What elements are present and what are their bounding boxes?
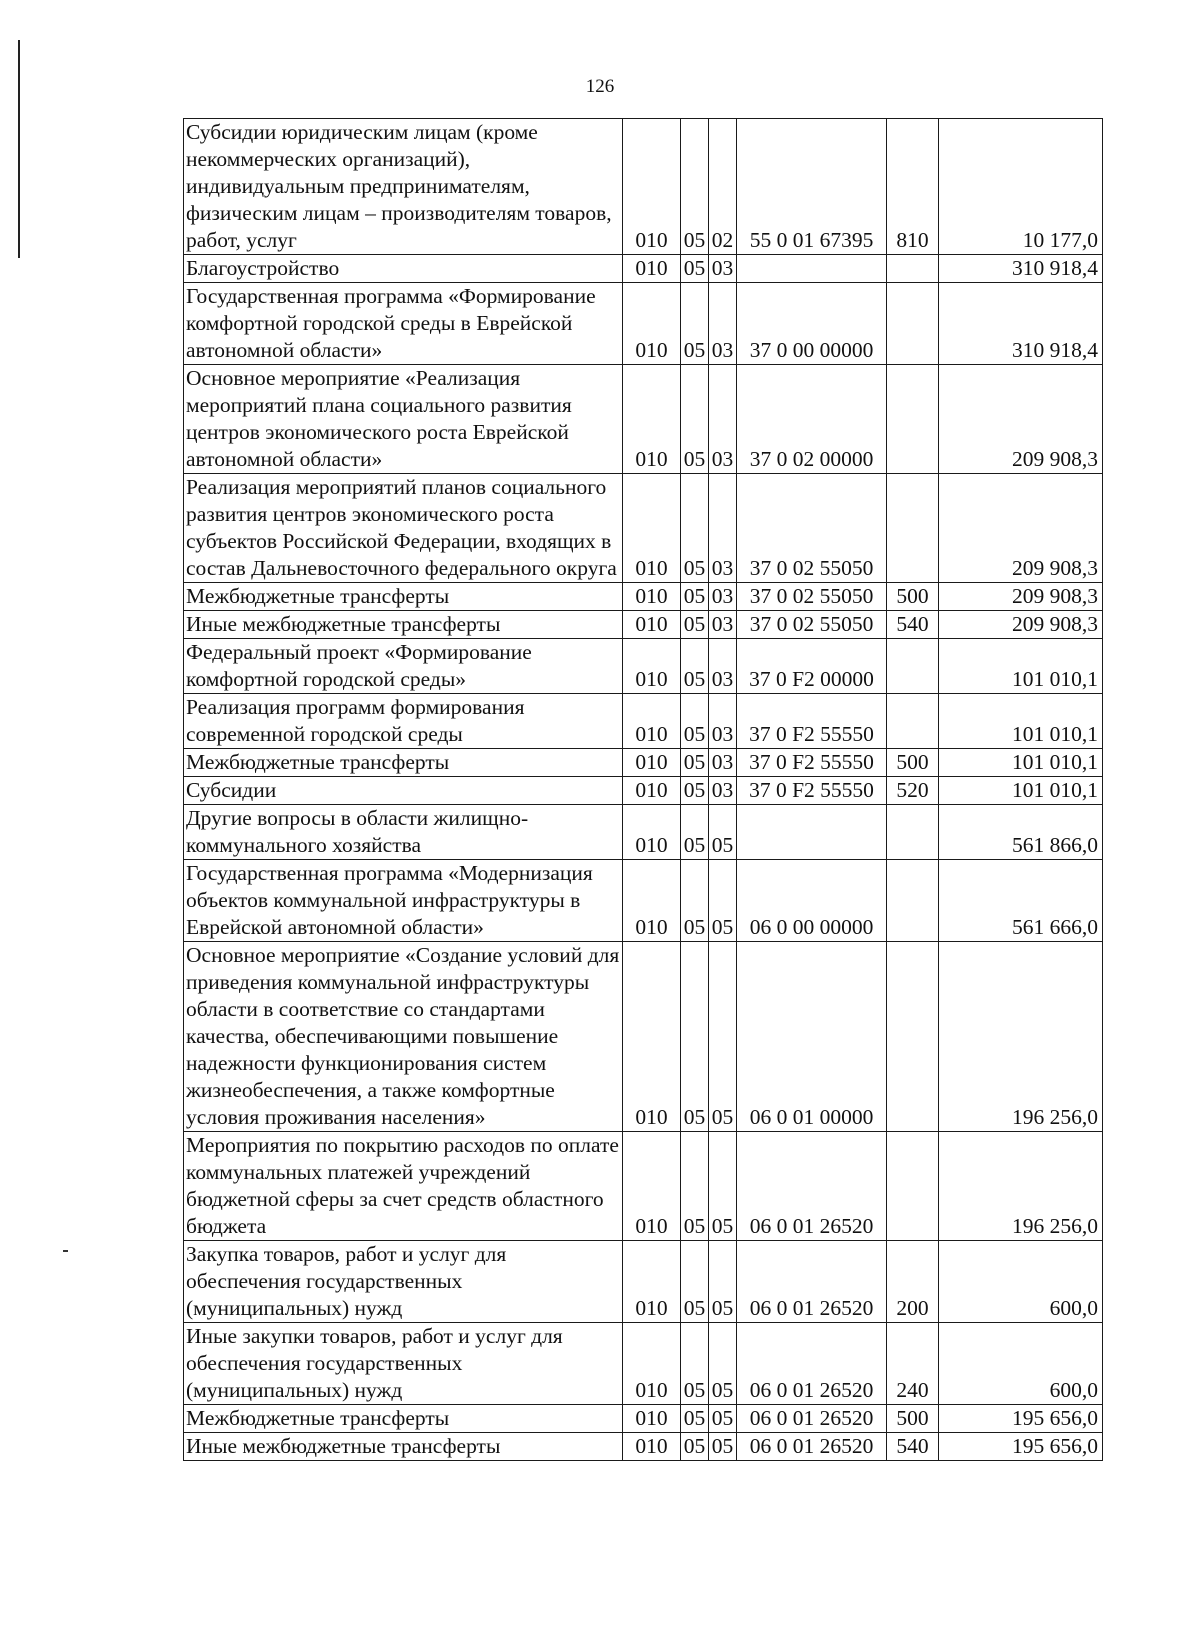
subsection-code: 03 bbox=[709, 583, 737, 611]
subsection-code: 05 bbox=[709, 860, 737, 942]
table-row bbox=[184, 639, 1103, 694]
table-row bbox=[184, 749, 1103, 777]
budget-table bbox=[183, 118, 1103, 1461]
ministry-code: 010 bbox=[623, 1132, 681, 1241]
expense-type-code bbox=[887, 283, 939, 365]
ministry-code: 010 bbox=[623, 611, 681, 639]
row-name: Субсидии bbox=[184, 777, 623, 805]
section-code: 05 bbox=[681, 283, 709, 365]
ministry-code: 010 bbox=[623, 860, 681, 942]
row-name: Реализация программ формирования современной городской среды bbox=[184, 694, 623, 749]
target-article-code: 37 0 02 55050 bbox=[737, 611, 887, 639]
target-article-code: 37 0 02 55050 bbox=[737, 474, 887, 583]
subsection-code: 03 bbox=[709, 283, 737, 365]
table-row bbox=[184, 1405, 1103, 1433]
target-article-code: 37 0 F2 55550 bbox=[737, 694, 887, 749]
expense-type-code bbox=[887, 860, 939, 942]
expense-type-code: 500 bbox=[887, 1405, 939, 1433]
amount: 101 010,1 bbox=[939, 749, 1103, 777]
target-article-code: 37 0 F2 00000 bbox=[737, 639, 887, 694]
ministry-code: 010 bbox=[623, 749, 681, 777]
amount: 600,0 bbox=[939, 1323, 1103, 1405]
target-article-code: 55 0 01 67395 bbox=[737, 119, 887, 255]
section-code: 05 bbox=[681, 639, 709, 694]
target-article-code: 06 0 01 26520 bbox=[737, 1241, 887, 1323]
scan-speck bbox=[63, 1250, 68, 1252]
amount: 209 908,3 bbox=[939, 365, 1103, 474]
row-name: Благоустройство bbox=[184, 255, 623, 283]
target-article-code: 06 0 01 26520 bbox=[737, 1433, 887, 1461]
budget-table-body bbox=[184, 119, 1103, 1461]
table-row bbox=[184, 119, 1103, 255]
target-article-code: 06 0 01 00000 bbox=[737, 942, 887, 1132]
section-code: 05 bbox=[681, 1323, 709, 1405]
table-row bbox=[184, 255, 1103, 283]
expense-type-code bbox=[887, 805, 939, 860]
row-name: Межбюджетные трансферты bbox=[184, 1405, 623, 1433]
table-row bbox=[184, 777, 1103, 805]
expense-type-code bbox=[887, 639, 939, 694]
table-row bbox=[184, 1433, 1103, 1461]
table-row bbox=[184, 1241, 1103, 1323]
target-article-code: 06 0 01 26520 bbox=[737, 1405, 887, 1433]
expense-type-code bbox=[887, 942, 939, 1132]
row-name: Основное мероприятие «Создание условий для приведения коммунальной инфраструктуры области в соответствие со стандартами качества, обеспечивающими повышение надежности функционирования систем жизнеобеспечения, а также комфортные условия проживания населения» bbox=[184, 942, 623, 1132]
ministry-code: 010 bbox=[623, 255, 681, 283]
expense-type-code: 200 bbox=[887, 1241, 939, 1323]
table-row bbox=[184, 583, 1103, 611]
section-code: 05 bbox=[681, 777, 709, 805]
expense-type-code bbox=[887, 474, 939, 583]
section-code: 05 bbox=[681, 1241, 709, 1323]
amount: 10 177,0 bbox=[939, 119, 1103, 255]
subsection-code: 03 bbox=[709, 694, 737, 749]
expense-type-code bbox=[887, 1132, 939, 1241]
subsection-code: 05 bbox=[709, 1132, 737, 1241]
section-code: 05 bbox=[681, 805, 709, 860]
expense-type-code: 500 bbox=[887, 583, 939, 611]
amount: 195 656,0 bbox=[939, 1405, 1103, 1433]
amount: 310 918,4 bbox=[939, 283, 1103, 365]
target-article-code bbox=[737, 255, 887, 283]
ministry-code: 010 bbox=[623, 1323, 681, 1405]
table-row bbox=[184, 805, 1103, 860]
ministry-code: 010 bbox=[623, 474, 681, 583]
table-row bbox=[184, 694, 1103, 749]
target-article-code: 06 0 01 26520 bbox=[737, 1323, 887, 1405]
row-name: Иные межбюджетные трансферты bbox=[184, 1433, 623, 1461]
table-row bbox=[184, 942, 1103, 1132]
expense-type-code bbox=[887, 255, 939, 283]
amount: 196 256,0 bbox=[939, 942, 1103, 1132]
row-name: Государственная программа «Модернизация объектов коммунальной инфраструктуры в Еврейской автономной области» bbox=[184, 860, 623, 942]
subsection-code: 05 bbox=[709, 1433, 737, 1461]
ministry-code: 010 bbox=[623, 1241, 681, 1323]
ministry-code: 010 bbox=[623, 119, 681, 255]
section-code: 05 bbox=[681, 749, 709, 777]
row-name: Другие вопросы в области жилищно-коммунального хозяйства bbox=[184, 805, 623, 860]
margin-rule bbox=[18, 40, 20, 258]
ministry-code: 010 bbox=[623, 942, 681, 1132]
row-name: Субсидии юридическим лицам (кроме некоммерческих организаций), индивидуальным предпринимателям, физическим лицам – производителям товаров, работ, услуг bbox=[184, 119, 623, 255]
table-row bbox=[184, 283, 1103, 365]
expense-type-code bbox=[887, 694, 939, 749]
expense-type-code: 500 bbox=[887, 749, 939, 777]
expense-type-code: 810 bbox=[887, 119, 939, 255]
ministry-code: 010 bbox=[623, 694, 681, 749]
subsection-code: 05 bbox=[709, 1405, 737, 1433]
row-name: Межбюджетные трансферты bbox=[184, 583, 623, 611]
target-article-code: 37 0 F2 55550 bbox=[737, 749, 887, 777]
amount: 561 866,0 bbox=[939, 805, 1103, 860]
target-article-code: 37 0 02 55050 bbox=[737, 583, 887, 611]
ministry-code: 010 bbox=[623, 1405, 681, 1433]
target-article-code: 37 0 02 00000 bbox=[737, 365, 887, 474]
ministry-code: 010 bbox=[623, 365, 681, 474]
subsection-code: 05 bbox=[709, 1241, 737, 1323]
row-name: Закупка товаров, работ и услуг для обеспечения государственных (муниципальных) нужд bbox=[184, 1241, 623, 1323]
row-name: Государственная программа «Формирование комфортной городской среды в Еврейской автономной области» bbox=[184, 283, 623, 365]
amount: 209 908,3 bbox=[939, 583, 1103, 611]
section-code: 05 bbox=[681, 119, 709, 255]
section-code: 05 bbox=[681, 1433, 709, 1461]
row-name: Федеральный проект «Формирование комфортной городской среды» bbox=[184, 639, 623, 694]
expense-type-code: 540 bbox=[887, 1433, 939, 1461]
row-name: Межбюджетные трансферты bbox=[184, 749, 623, 777]
amount: 209 908,3 bbox=[939, 611, 1103, 639]
row-name: Основное мероприятие «Реализация мероприятий плана социального развития центров экономического роста Еврейской автономной области» bbox=[184, 365, 623, 474]
row-name: Реализация мероприятий планов социального развития центров экономического роста субъектов Российской Федерации, входящих в состав Дальневосточного федерального округа bbox=[184, 474, 623, 583]
amount: 196 256,0 bbox=[939, 1132, 1103, 1241]
subsection-code: 05 bbox=[709, 942, 737, 1132]
section-code: 05 bbox=[681, 1405, 709, 1433]
table-row bbox=[184, 365, 1103, 474]
amount: 195 656,0 bbox=[939, 1433, 1103, 1461]
subsection-code: 03 bbox=[709, 639, 737, 694]
section-code: 05 bbox=[681, 365, 709, 474]
target-article-code bbox=[737, 805, 887, 860]
subsection-code: 05 bbox=[709, 1323, 737, 1405]
row-name: Иные межбюджетные трансферты bbox=[184, 611, 623, 639]
target-article-code: 06 0 01 26520 bbox=[737, 1132, 887, 1241]
amount: 600,0 bbox=[939, 1241, 1103, 1323]
amount: 101 010,1 bbox=[939, 777, 1103, 805]
subsection-code: 03 bbox=[709, 749, 737, 777]
subsection-code: 03 bbox=[709, 777, 737, 805]
subsection-code: 03 bbox=[709, 255, 737, 283]
amount: 561 666,0 bbox=[939, 860, 1103, 942]
section-code: 05 bbox=[681, 583, 709, 611]
expense-type-code: 540 bbox=[887, 611, 939, 639]
row-name: Иные закупки товаров, работ и услуг для обеспечения государственных (муниципальных) нужд bbox=[184, 1323, 623, 1405]
expense-type-code bbox=[887, 365, 939, 474]
section-code: 05 bbox=[681, 255, 709, 283]
table-row bbox=[184, 1132, 1103, 1241]
amount: 101 010,1 bbox=[939, 694, 1103, 749]
amount: 209 908,3 bbox=[939, 474, 1103, 583]
ministry-code: 010 bbox=[623, 777, 681, 805]
subsection-code: 03 bbox=[709, 365, 737, 474]
subsection-code: 02 bbox=[709, 119, 737, 255]
section-code: 05 bbox=[681, 1132, 709, 1241]
ministry-code: 010 bbox=[623, 283, 681, 365]
section-code: 05 bbox=[681, 694, 709, 749]
subsection-code: 03 bbox=[709, 611, 737, 639]
subsection-code: 03 bbox=[709, 474, 737, 583]
ministry-code: 010 bbox=[623, 805, 681, 860]
section-code: 05 bbox=[681, 860, 709, 942]
subsection-code: 05 bbox=[709, 805, 737, 860]
section-code: 05 bbox=[681, 474, 709, 583]
expense-type-code: 240 bbox=[887, 1323, 939, 1405]
ministry-code: 010 bbox=[623, 1433, 681, 1461]
row-name: Мероприятия по покрытию расходов по оплате коммунальных платежей учреждений бюджетной сферы за счет средств областного бюджета bbox=[184, 1132, 623, 1241]
section-code: 05 bbox=[681, 942, 709, 1132]
ministry-code: 010 bbox=[623, 639, 681, 694]
table-row bbox=[184, 611, 1103, 639]
target-article-code: 37 0 00 00000 bbox=[737, 283, 887, 365]
expense-type-code: 520 bbox=[887, 777, 939, 805]
table-row bbox=[184, 860, 1103, 942]
page-number: 126 bbox=[585, 76, 615, 97]
table-row bbox=[184, 1323, 1103, 1405]
amount: 101 010,1 bbox=[939, 639, 1103, 694]
table-row bbox=[184, 474, 1103, 583]
target-article-code: 37 0 F2 55550 bbox=[737, 777, 887, 805]
ministry-code: 010 bbox=[623, 583, 681, 611]
section-code: 05 bbox=[681, 611, 709, 639]
target-article-code: 06 0 00 00000 bbox=[737, 860, 887, 942]
amount: 310 918,4 bbox=[939, 255, 1103, 283]
